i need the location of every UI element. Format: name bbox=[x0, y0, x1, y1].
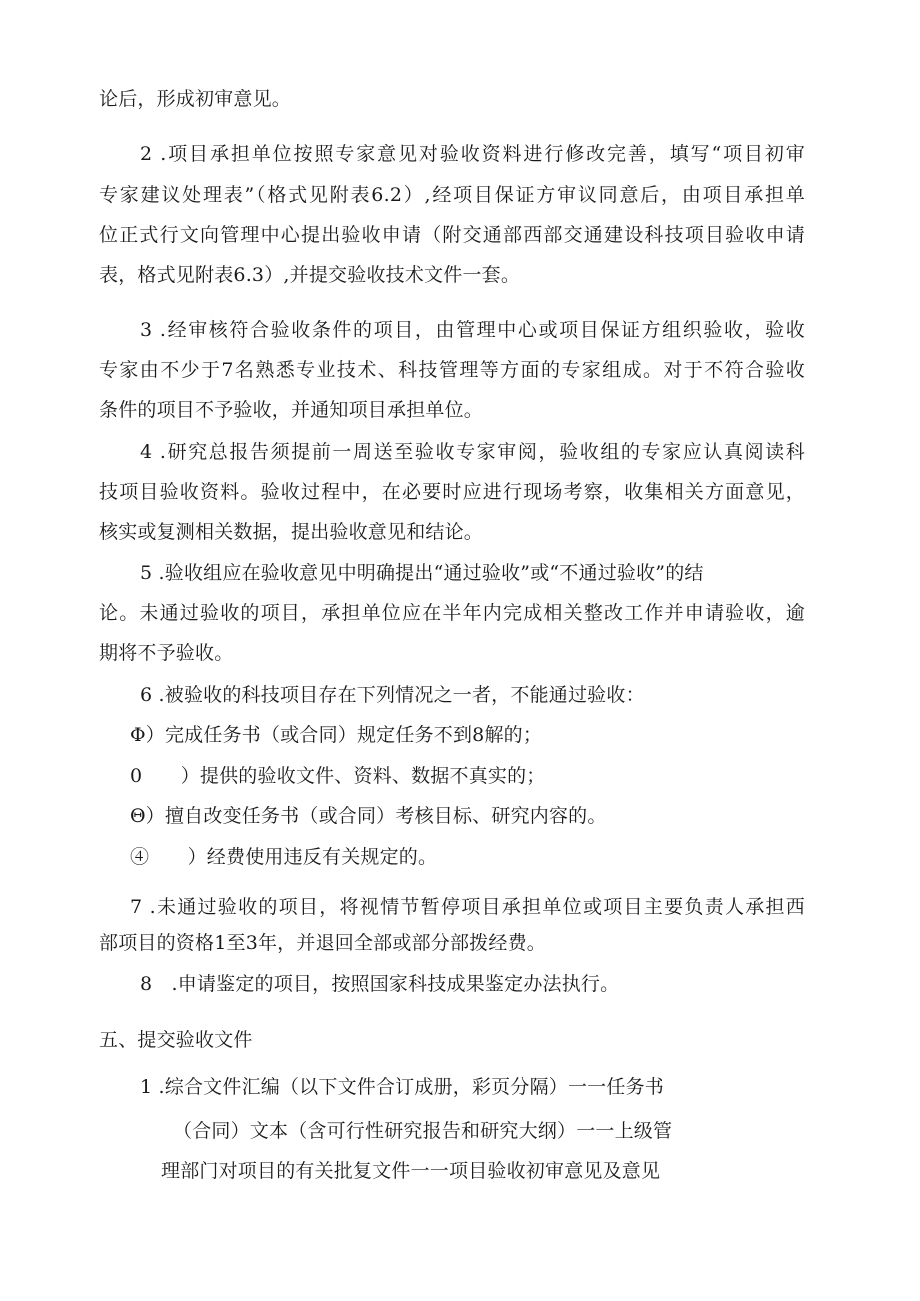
text-line-4: 位正式行文向管理中心提出验收申请（附交通部西部交通建设科技项目验收申请 bbox=[99, 224, 805, 246]
text-line-17: 0 ）提供的验收文件、资料、数据不真实的； bbox=[130, 765, 546, 787]
text-line-18: Θ）擅自改变任务书（或合同）考核目标、研究内容的。 bbox=[130, 805, 607, 827]
text-line-8: 条件的项目不予验收，并通知项目承担单位。 bbox=[99, 399, 484, 421]
text-line-7: 专家由不少于7名熟悉专业技术、科技管理等方面的专家组成。对于不符合验收 bbox=[99, 359, 805, 381]
text-line-9: 4 .研究总报告须提前一周送至验收专家审阅，验收组的专家应认真阅读科 bbox=[140, 441, 805, 463]
text-line-24: 1 .综合文件汇编（以下文件合订成册，彩页分隔）一一任务书 bbox=[140, 1076, 664, 1098]
text-line-11: 核实或复测相关数据，提出验收意见和结论。 bbox=[99, 521, 484, 543]
text-line-25: （合同）文本（含可行性研究报告和研究大纲）一一上级管 bbox=[173, 1120, 673, 1142]
section-heading: 五、提交验收文件 bbox=[99, 1029, 253, 1051]
text-line-16: Φ）完成任务书（或合同）规定任务不到8解的； bbox=[130, 724, 543, 746]
text-line-14: 期将不予验收。 bbox=[99, 642, 234, 664]
text-line-5: 表，格式见附表6.3）,并提交验收技术文件一套。 bbox=[99, 264, 521, 286]
text-line-6: 3 .经审核符合验收条件的项目，由管理中心或项目保证方组织验收，验收 bbox=[140, 319, 805, 341]
text-line-10: 技项目验收资料。验收过程中，在必要时应进行现场考察，收集相关方面意见， bbox=[99, 481, 805, 503]
text-line-20: 7 .未通过验收的项目，将视情节暂停项目承担单位或项目主要负责人承担西 bbox=[130, 896, 805, 918]
text-line-3: 专家建议处理表”（格式见附表6.2）,经项目保证方审议同意后，由项目承担单 bbox=[99, 184, 805, 206]
text-line-15: 6 .被验收的科技项目存在下列情况之一者，不能通过验收： bbox=[140, 684, 645, 706]
text-line-26: 理部门对项目的有关批复文件一一项目验收初审意见及意见 bbox=[161, 1160, 661, 1182]
text-line-21: 部项目的资格1至3年，并退回全部或部分部拨经费。 bbox=[99, 932, 546, 954]
text-line-22: 8 .申请鉴定的项目，按照国家科技成果鉴定办法执行。 bbox=[140, 973, 620, 995]
text-line-12: 5 .验收组应在验收意见中明确提出“通过验收”或“不通过验收”的结 bbox=[140, 562, 704, 584]
text-line-19: ④ ）经费使用违反有关规定的。 bbox=[130, 846, 438, 868]
text-line-13: 论。未通过验收的项目，承担单位应在半年内完成相关整改工作并申请验收，逾 bbox=[99, 602, 805, 624]
text-line-2: 2 .项目承担单位按照专家意见对验收资料进行修改完善，填写“项目初审 bbox=[140, 143, 805, 165]
text-line-1: 论后，形成初审意见。 bbox=[99, 88, 292, 110]
